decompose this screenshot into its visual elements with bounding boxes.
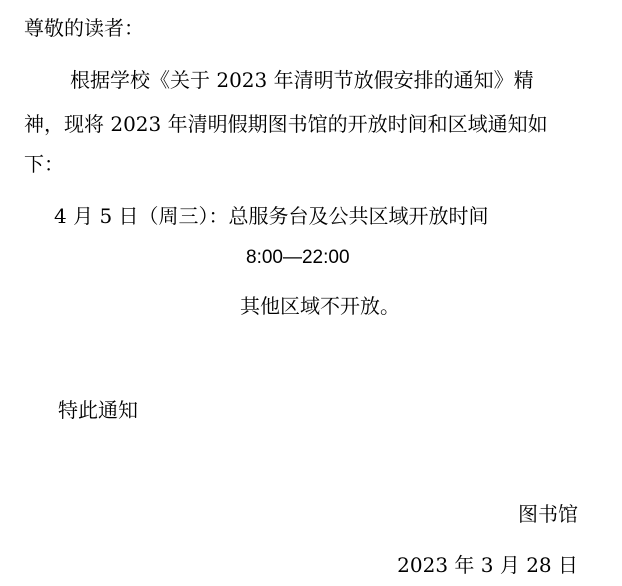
closing-remark: 特此通知 <box>58 398 138 422</box>
signature: 图书馆 <box>518 502 578 526</box>
schedule-hours: 8:00—22:00 <box>246 247 350 268</box>
salutation: 尊敬的读者： <box>24 16 144 40</box>
body-line-2: 神，现将 2023 年清明假期图书馆的开放时间和区域通知如 <box>24 112 548 136</box>
schedule-date: 4 月 5 日（周三）：总服务台及公共区域开放时间 <box>54 204 489 228</box>
issue-date: 2023 年 3 月 28 日 <box>397 553 578 577</box>
closed-areas-note: 其他区域不开放。 <box>240 294 400 318</box>
body-line-1: 根据学校《关于 2023 年清明节放假安排的通知》精 <box>70 68 534 92</box>
body-line-3: 下： <box>24 152 64 176</box>
